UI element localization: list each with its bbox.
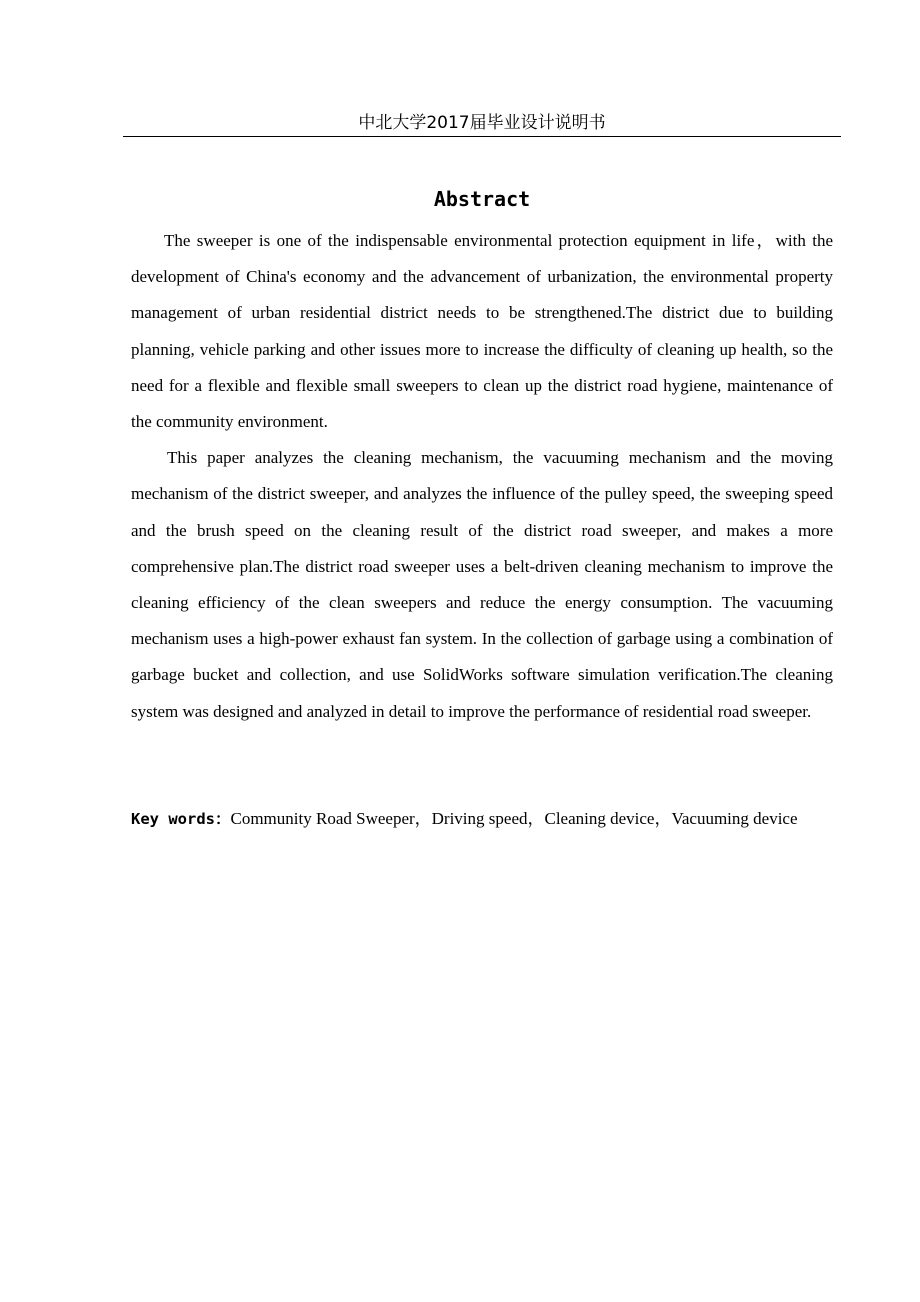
abstract-title: Abstract [433,187,531,211]
running-header: 中北大学2017届毕业设计说明书 [358,113,606,133]
keywords-label: Key words： [131,810,231,828]
abstract-paragraph-2: This paper analyzes the cleaning mechanism, the vacuuming mechanism and the moving mechanism of the district sweeper, and analyzes the influence of the pulley speed, the sweeping speed and the brush speed on the cleaning result of the district road sweeper, and makes a more comprehensive plan.The district road sweeper uses a belt-driven cleaning mechanism to improve the cleaning efficiency of the clean sweepers and reduce the energy consumption. The vacuuming mechanism uses a high-power exhaust fan system. In the collection of garbage using a combination of garbage bucket and collection, and use SolidWorks software simulation verification.The cleaning system was designed and analyzed in detail to improve the performance of residential road sweeper. [131,448,833,721]
header-rule [123,136,841,137]
abstract-body [131,223,833,730]
keywords-line [131,806,871,832]
abstract-paragraph-1: The sweeper is one of the indispensable environmental protection equipment in life，with the development of China's economy and the advancement of urbanization, the environmental property management of urban residential district needs to be strengthened.The district due to building planning, vehicle parking and other issues more to increase the difficulty of cleaning up health, so the need for a flexible and flexible small sweepers to clean up the district road hygiene, maintenance of the community environment. [131,231,833,432]
keywords-values: Community Road Sweeper，Driving speed，Cleaning device，Vacuuming device [230,809,798,828]
